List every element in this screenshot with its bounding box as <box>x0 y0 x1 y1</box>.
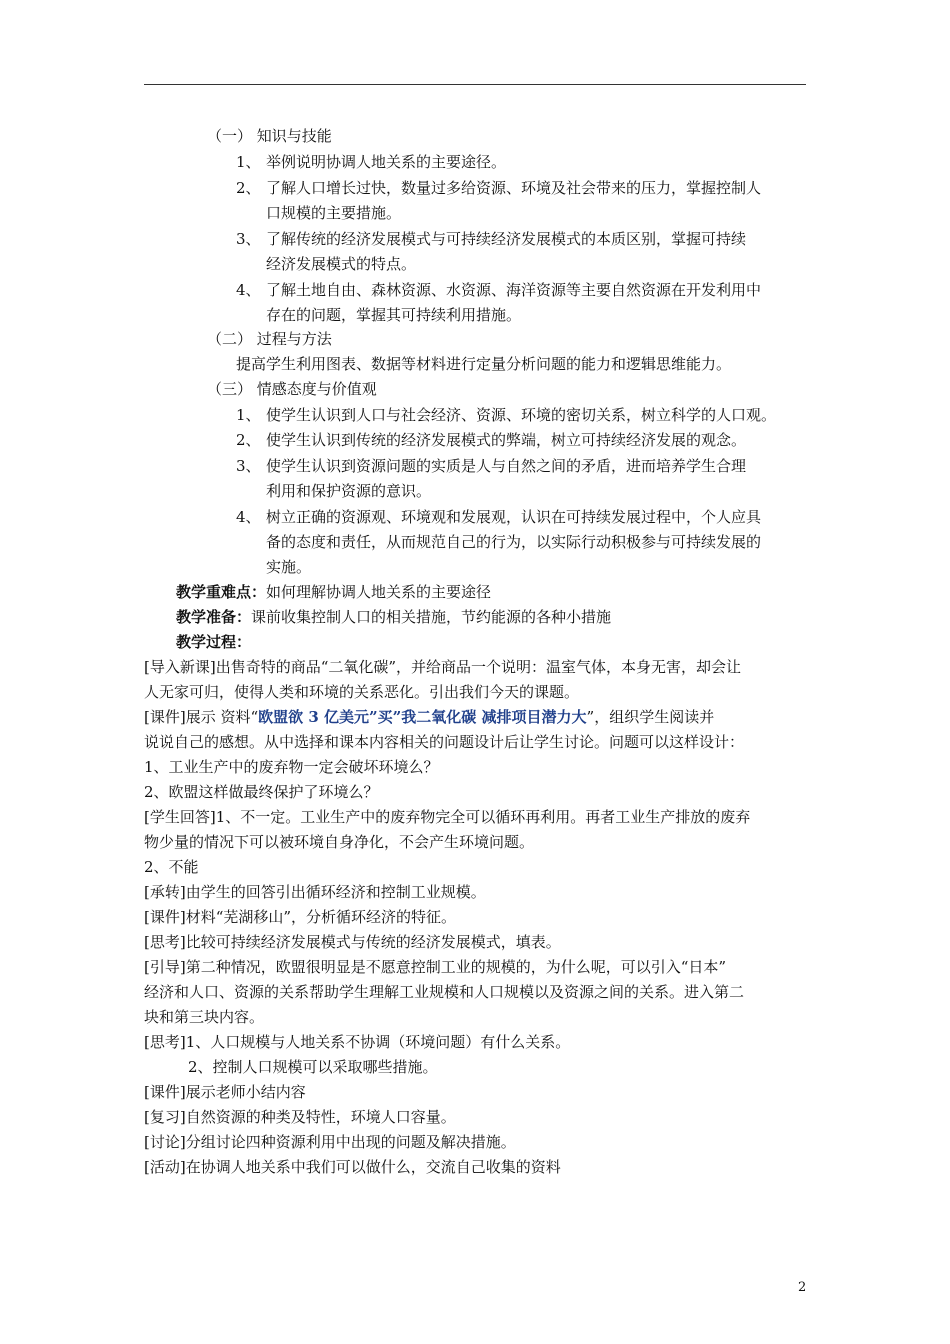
paragraph-line: [承转]由学生的回答引出循环经济和控制工业规模。 <box>144 883 486 901</box>
paragraph-line: [思考]比较可持续经济发展模式与传统的经济发展模式，填表。 <box>144 933 561 951</box>
section-heading-knowledge: （一） 知识与技能 <box>207 127 332 145</box>
list-number: 3、 <box>236 457 261 475</box>
list-item: 使学生认识到资源问题的实质是人与自然之间的矛盾，进而培养学生合理 <box>266 457 747 475</box>
key-points-text: 如何理解协调人地关系的主要途径 <box>266 583 492 601</box>
section-text: 提高学生利用图表、数据等材料进行定量分析问题的能力和逻辑思维能力。 <box>236 355 732 373</box>
page-number: 2 <box>798 1280 807 1295</box>
paragraph-line: 1、工业生产中的废弃物一定会破坏环境么？ <box>144 758 439 776</box>
paragraph-line: 2、欧盟这样做最终保护了环境么？ <box>144 783 379 801</box>
key-points-label: 教学重难点： <box>176 583 267 601</box>
section-heading-process: （二） 过程与方法 <box>207 330 332 348</box>
list-item: 举例说明协调人地关系的主要途径。 <box>266 153 507 171</box>
text-span: [课件]展示 资料“ <box>144 708 259 726</box>
paragraph-line: [讨论]分组讨论四种资源利用中出现的问题及解决措施。 <box>144 1133 516 1151</box>
preparation-label: 教学准备： <box>176 608 252 626</box>
paragraph-line: [学生回答]1、不一定。工业生产中的废弃物完全可以循环再利用。再者工业生产排放的废弃 <box>144 808 751 826</box>
section-heading-attitude: （三） 情感态度与价值观 <box>207 380 377 398</box>
list-item-continuation: 利用和保护资源的意识。 <box>266 482 432 500</box>
paragraph-line: 块和第三块内容。 <box>144 1008 265 1026</box>
list-item: 了解土地自由、森林资源、水资源、海洋资源等主要自然资源在开发利用中 <box>266 281 762 299</box>
list-item-continuation: 口规模的主要措施。 <box>266 204 402 222</box>
paragraph-line: 2、控制人口规模可以采取哪些措施。 <box>188 1058 438 1076</box>
paragraph-line: 2、不能 <box>144 858 199 876</box>
highlighted-title: 欧盟欲 3 亿美元”买”我二氧化碳 减排项目潜力大 <box>258 708 587 726</box>
preparation-text: 课前收集控制人口的相关措施，节约能源的各种小措施 <box>251 608 612 626</box>
header-rule <box>144 84 806 85</box>
list-item: 使学生认识到人口与社会经济、资源、环境的密切关系，树立科学的人口观。 <box>266 406 777 424</box>
list-item: 使学生认识到传统的经济发展模式的弊端，树立可持续经济发展的观念。 <box>266 431 747 449</box>
paragraph-line <box>144 707 714 727</box>
list-item-continuation: 实施。 <box>266 558 312 576</box>
paragraph-line: 说说自己的感想。从中选择和课本内容相关的问题设计后让学生讨论。问题可以这样设计： <box>144 733 745 751</box>
list-number: 4、 <box>236 281 261 299</box>
list-number: 2、 <box>236 431 261 449</box>
preparation <box>176 607 611 627</box>
paragraph-line: [思考]1、人口规模与人地关系不协调（环境问题）有什么关系。 <box>144 1033 571 1051</box>
list-item: 了解人口增长过快，数量过多给资源、环境及社会带来的压力，掌握控制人 <box>266 179 762 197</box>
paragraph-line: 物少量的情况下可以被环境自身净化，不会产生环境问题。 <box>144 833 535 851</box>
paragraph-line: [课件]展示老师小结内容 <box>144 1083 306 1101</box>
list-item-continuation: 经济发展模式的特点。 <box>266 255 417 273</box>
key-points <box>176 582 491 602</box>
list-number: 1、 <box>236 406 261 424</box>
list-number: 1、 <box>236 153 261 171</box>
paragraph-line: [复习]自然资源的种类及特性，环境人口容量。 <box>144 1108 456 1126</box>
list-item-continuation: 备的态度和责任，从而规范自己的行为，以实际行动积极参与可持续发展的 <box>266 533 762 551</box>
process-label: 教学过程： <box>176 633 252 651</box>
list-item-continuation: 存在的问题，掌握其可持续利用措施。 <box>266 306 522 324</box>
paragraph-line: 经济和人口、资源的关系帮助学生理解工业规模和人口规模以及资源之间的关系。进入第二 <box>144 983 745 1001</box>
paragraph-line: [活动]在协调人地关系中我们可以做什么，交流自己收集的资料 <box>144 1158 561 1176</box>
paragraph-line: [课件]材料“芜湖移山”，分析循环经济的特征。 <box>144 908 457 926</box>
list-number: 2、 <box>236 179 261 197</box>
paragraph-line: [导入新课]出售奇特的商品“二氧化碳”，并给商品一个说明：温室气体，本身无害，却会让 <box>144 658 742 676</box>
list-number: 4、 <box>236 508 261 526</box>
paragraph-line: [引导]第二种情况，欧盟很明显是不愿意控制工业的规模的，为什么呢，可以引入“日本” <box>144 958 727 976</box>
paragraph-line: 人无家可归，使得人类和环境的关系恶化。引出我们今天的课题。 <box>144 683 580 701</box>
list-item: 树立正确的资源观、环境观和发展观，认识在可持续发展过程中，个人应具 <box>266 508 762 526</box>
text-span: ”，组织学生阅读并 <box>586 708 715 726</box>
list-number: 3、 <box>236 230 261 248</box>
list-item: 了解传统的经济发展模式与可持续经济发展模式的本质区别，掌握可持续 <box>266 230 747 248</box>
